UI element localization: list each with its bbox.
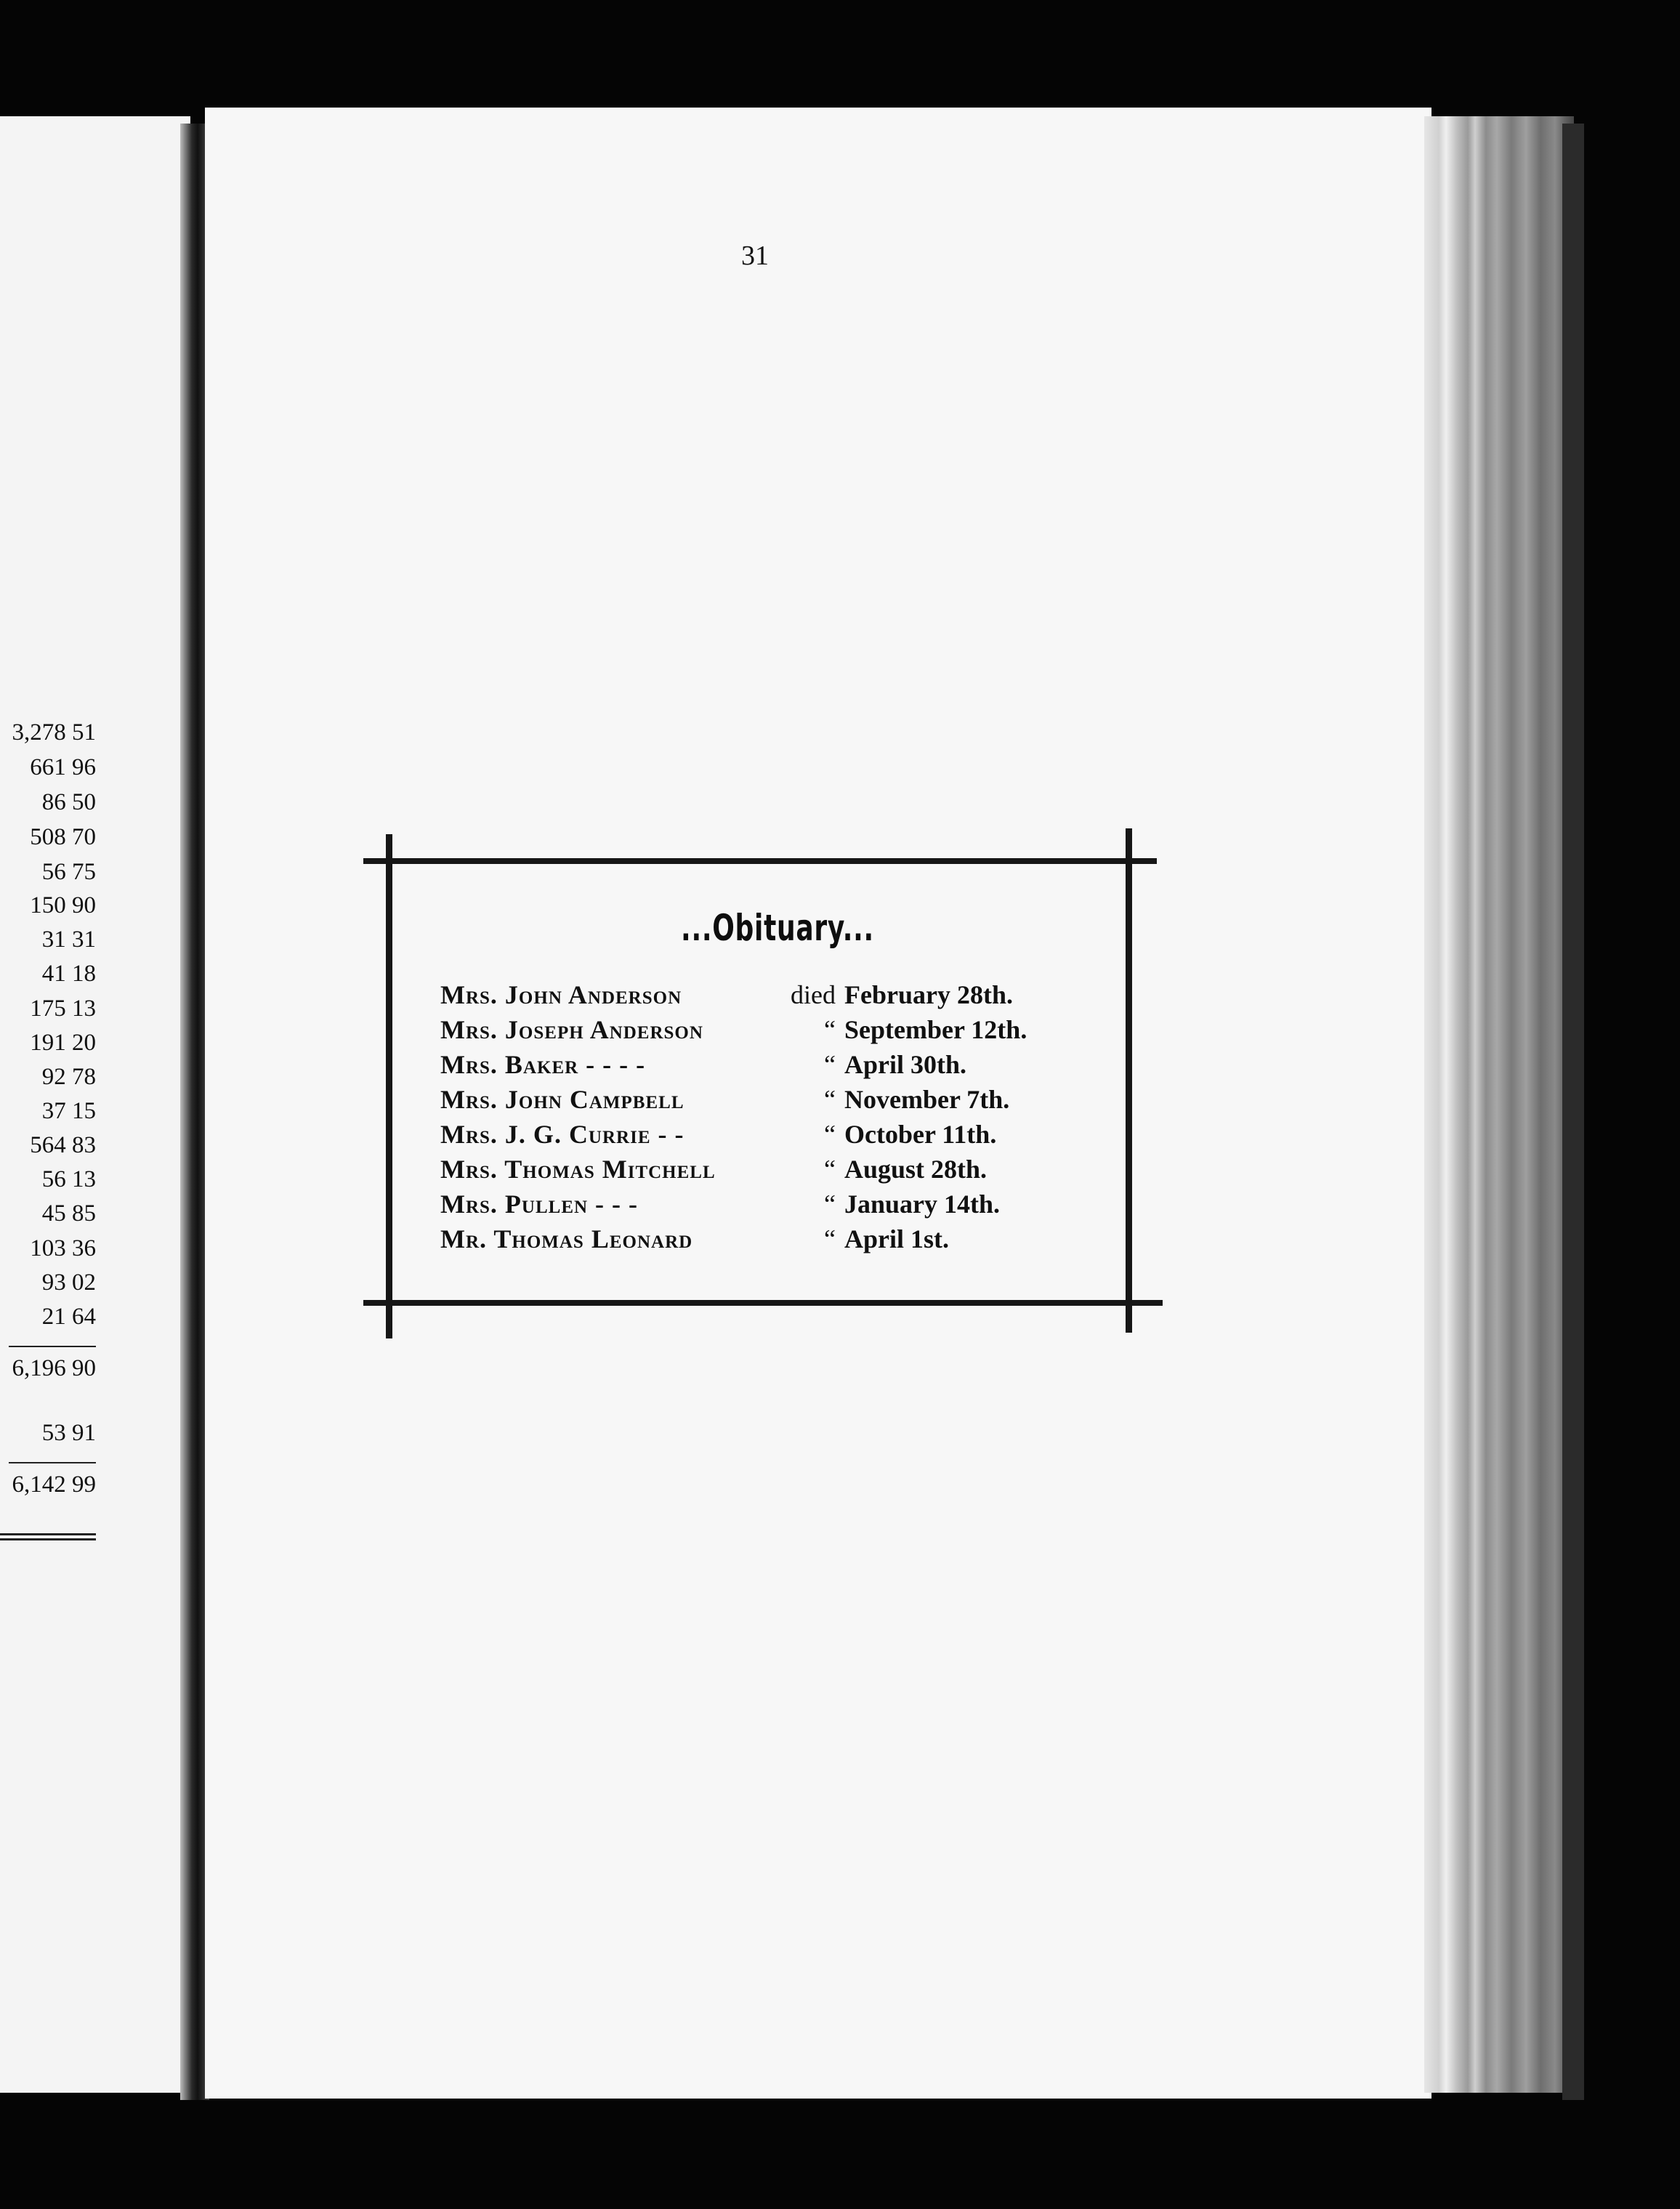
obituary-died: “ [824,1155,836,1184]
obituary-died: “ [824,1224,836,1253]
amount-row: 45 85 [41,1200,96,1227]
amount-row: 150 90 [30,892,96,918]
obituary-name: Mrs. Pullen - - - [440,1190,639,1219]
obituary-date: August 28th. [844,1155,988,1184]
frame-top-rule [363,858,1157,864]
total-double-rule-bottom [0,1538,96,1540]
amount-row: 564 83 [30,1132,96,1158]
page-edges [1424,116,1574,2093]
frame-left-rule [386,834,392,1338]
obituary-died: “ [824,1120,836,1149]
obituary-date: February 28th. [844,980,1013,1009]
obituary-name: Mrs. Thomas Mitchell [440,1155,716,1184]
amount-row: 31 31 [41,926,96,953]
total-amount: 6,142 99 [12,1471,96,1498]
obituary-died: “ [824,1190,836,1219]
obituary-name: Mrs. John Anderson [440,980,682,1009]
obituary-name: Mrs. Baker - - - - [440,1050,646,1079]
obituary-died: “ [824,1015,836,1044]
subtotal-amount: 6,196 90 [12,1355,96,1381]
cover-edge [1562,124,1584,2100]
amount-row: 56 75 [41,859,96,885]
total-double-rule-top [0,1533,96,1535]
obituary-date: April 30th. [844,1050,967,1079]
amount-row: 86 50 [41,789,96,815]
amount-row: 56 13 [41,1166,96,1192]
amount-row: 21 64 [41,1304,96,1330]
obituary-date: October 11th. [844,1120,997,1149]
frame-bottom-rule [363,1300,1163,1306]
obituary-date: September 12th. [844,1015,1027,1044]
obituary-title: ...Obituary... [681,907,874,949]
obituary-name: Mr. Thomas Leonard [440,1224,693,1253]
obituary-date: January 14th. [844,1190,1001,1219]
amount-row: 103 36 [30,1235,96,1261]
total-rule [9,1462,96,1463]
amount-row: 191 20 [30,1030,96,1056]
obituary-date: April 1st. [844,1224,949,1253]
obituary-died: “ [824,1050,836,1079]
obituary-date: November 7th. [844,1085,1010,1114]
amount-row: 41 18 [41,961,96,987]
amount-row: 661 96 [30,754,96,780]
amount-row: 175 13 [30,996,96,1022]
obituary-name: Mrs. Joseph Anderson [440,1015,703,1044]
amount-row: 93 02 [41,1269,96,1296]
amount-row: 92 78 [41,1064,96,1090]
subtotal-rule [9,1346,96,1347]
page-number: 31 [741,241,769,271]
amount-row: 508 70 [30,824,96,850]
amount-row: 37 15 [41,1098,96,1124]
obituary-died: died [791,980,836,1009]
obituary-name: Mrs. J. G. Currie - - [440,1120,684,1149]
obituary-died: “ [824,1085,836,1114]
frame-right-rule [1126,828,1132,1333]
obituary-name: Mrs. John Campbell [440,1085,684,1114]
deduction-amount: 53 91 [41,1420,96,1446]
amount-row: 3,278 51 [12,719,96,746]
